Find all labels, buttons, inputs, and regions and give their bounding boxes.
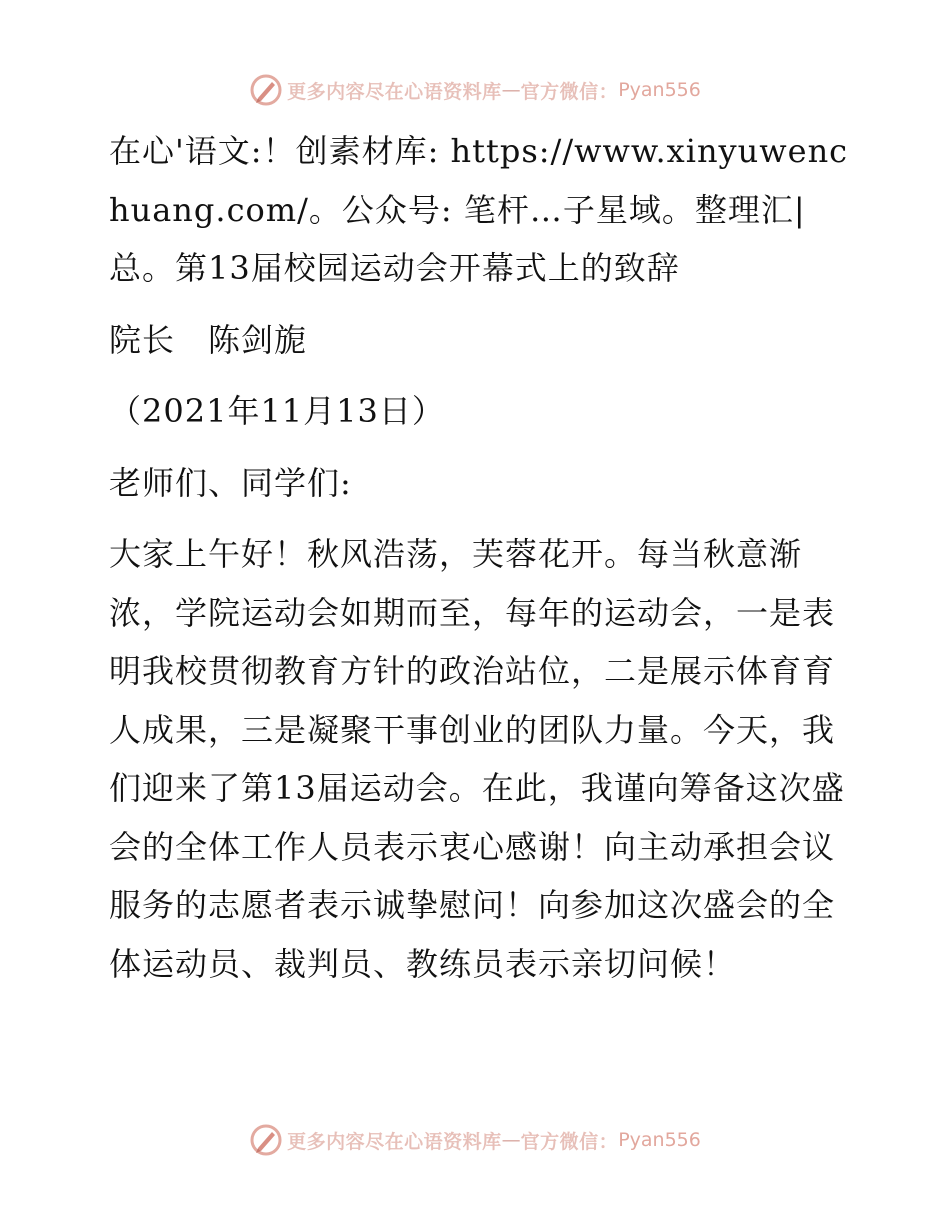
- document-body: [97, 122, 857, 1006]
- watermark-text: 更多内容尽在心语资料库: [287, 80, 502, 103]
- author-line: 院长 陈剑旎: [109, 320, 308, 359]
- date-line: （2021年11月13日）: [109, 392, 445, 430]
- pen-logo-icon: [249, 73, 283, 107]
- watermark-label: 官方微信：: [520, 1130, 619, 1153]
- watermark-label: 官方微信：: [520, 80, 619, 103]
- header-watermark: [0, 70, 950, 110]
- body-paragraph: 大家上午好！秋风浩荡，芙蓉花开。每当秋意渐浓，学院运动会如期而至，每年的运动会，一是表明我校贯彻教育方针的政治站位，二是展示体育育人成果，三是凝聚干事创业的团队力量。今天，我们迎来了第13届运动会。在此，我谨向筹备这次盛会的全体工作人员表示衷心感谢！向主动承担会议服务的志愿者表示诚挚慰问！向参加这次盛会的全体运动员、裁判员、教练员表示亲切问候！: [109, 535, 845, 983]
- watermark-separator: —: [501, 79, 521, 101]
- salutation-line: 老师们、同学们:: [109, 463, 352, 502]
- watermark-text: 更多内容尽在心语资料库: [287, 1130, 502, 1153]
- watermark-handle: Pyan556: [618, 79, 701, 101]
- intro-paragraph: 在心'语文:！创素材库: https://www.xinyuwenchuang.com/。公众号: 笔杆…子星域。整理汇|总。第13届校园运动会开幕式上的致辞: [109, 132, 849, 287]
- watermark-separator: —: [501, 1129, 521, 1151]
- watermark-handle: Pyan556: [618, 1129, 701, 1151]
- footer-watermark: [0, 1120, 950, 1160]
- pen-logo-icon: [249, 1123, 283, 1157]
